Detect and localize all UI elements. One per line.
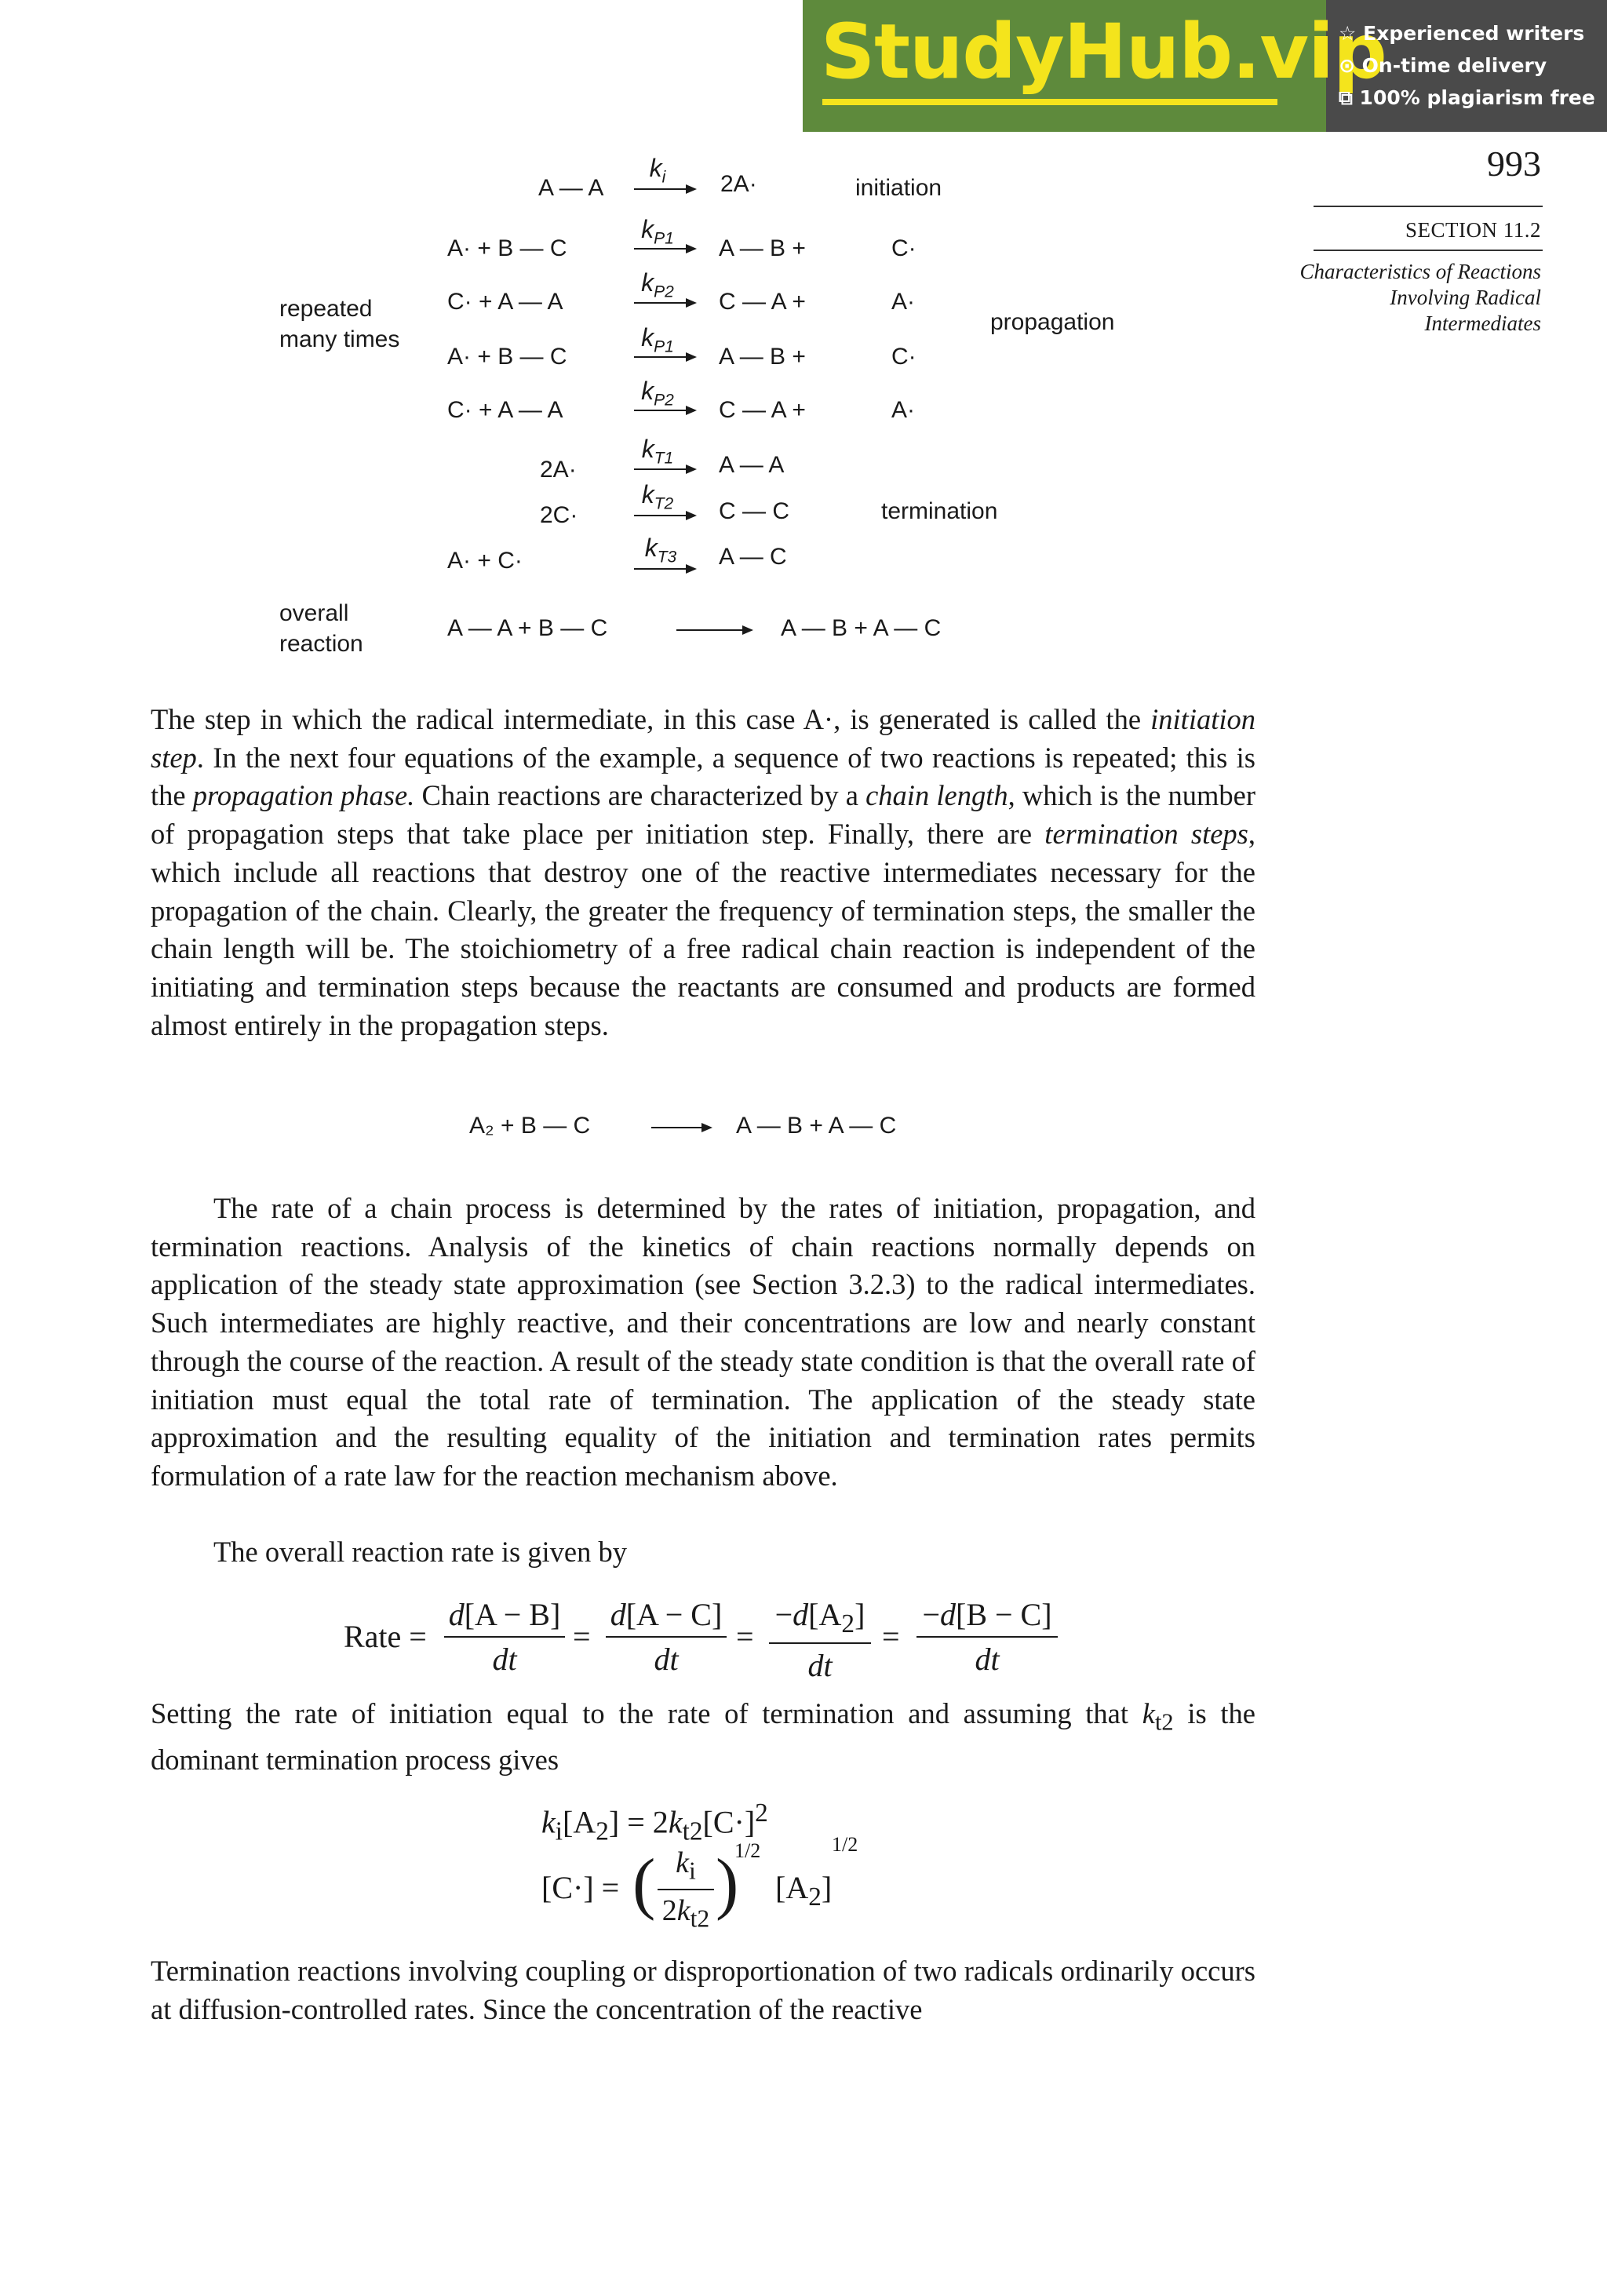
- rate-constant-kt1: $k_{T1}$: [641, 435, 674, 468]
- paragraph-kinetics: The rate of a chain process is determined by the rates of initiation, propagation, and termination reactions. Analysis of the kinetics of chain reactions normally depends on application of the steady state approximation (see Section 3.2.3) to the radical intermediates. Such intermediates are highly reactive, and their concentrations are low and nearly constant through the course of the reaction. A result of the steady state condition is that the overall rate of initiation must equal the total rate of termination. The application of the steady state approximation and the resulting equality of the initiation and termination rates permits formulation of a rate law for the reaction mechanism above.: [151, 1192, 1255, 1492]
- label-termination: termination: [881, 498, 998, 524]
- label-initiation: initiation: [855, 175, 942, 201]
- equals-sign: =: [736, 1619, 754, 1654]
- overall-reactants: A — A + B — C: [447, 615, 608, 641]
- reaction-arrow: [634, 302, 695, 304]
- reaction-arrow: [634, 356, 695, 358]
- label-repeated: repeated: [279, 296, 373, 322]
- reaction-arrow: [634, 568, 695, 570]
- rate-constant-kt2: $k_{T2}$: [641, 480, 674, 513]
- row-5-products: C — A +: [719, 397, 806, 423]
- row-7-reactant: 2C·: [540, 502, 578, 528]
- paragraph-rate-intro: The overall reaction rate is given by: [213, 1536, 628, 1568]
- row-8-product: A — C: [719, 544, 787, 570]
- steady-state-equation: $k_i[A_2] = 2k_{t2}[C\cdot]^2$: [541, 1799, 768, 1846]
- radical-concentration-label: [C·] =: [541, 1870, 620, 1905]
- rate-term-ac: d[A − C] dt: [606, 1596, 727, 1678]
- row-7-product: C — C: [719, 498, 789, 524]
- reaction-arrow: [634, 248, 695, 250]
- row-1-product: 2A·: [720, 171, 757, 197]
- overall-arrow: [676, 629, 752, 631]
- rate-constant-ki: $k_i$: [649, 154, 666, 187]
- header-rule-top: [1314, 206, 1543, 207]
- paragraph-termination: Termination reactions involving coupling or disproportionation of two radicals ordinarily occurs at diffusion-controlled rates. Since the concentration of the reactive: [151, 1955, 1255, 2025]
- equals-sign: =: [573, 1619, 591, 1654]
- row-3-reactants: C· + A — A: [447, 289, 563, 315]
- row-4-reactants: A· + B — C: [447, 344, 567, 370]
- rate-constant-kt3: $k_{T3}$: [644, 534, 677, 567]
- header-rule-bottom: [1314, 250, 1543, 251]
- label-propagation: propagation: [990, 309, 1115, 335]
- row-6-reactant: 2A·: [540, 457, 577, 483]
- brand-underline: [822, 99, 1277, 105]
- equals-sign: =: [882, 1619, 900, 1654]
- row-5-radical: A·: [891, 397, 915, 423]
- reaction-arrow: [634, 188, 695, 190]
- rate-constant-kp1: $k_{P1}$: [641, 323, 674, 356]
- row-4-radical: C·: [891, 344, 916, 370]
- paragraph-steady-state: Setting the rate of initiation equal to the rate of termination and assuming that $k_{t2}$ is the dominant termination process gives: [151, 1697, 1256, 1776]
- feature-experienced-writers: ☆ Experienced writers: [1339, 22, 1585, 45]
- exponent-half: 1/2: [734, 1839, 761, 1862]
- row-1-reactant: A — A: [538, 175, 604, 201]
- rate-label: Rate =: [344, 1619, 427, 1654]
- running-title: Characteristics of Reactions Involving Radical Intermediates: [1299, 260, 1541, 335]
- reaction-arrow: [634, 468, 695, 470]
- label-many-times: many times: [279, 326, 400, 352]
- row-2-products: A — B +: [719, 235, 806, 261]
- rate-constant-kp2: $k_{P2}$: [641, 377, 674, 410]
- rate-term-bc: −d[B − C] dt: [916, 1596, 1058, 1678]
- row-3-products: C — A +: [719, 289, 806, 315]
- row-3-radical: A·: [891, 289, 915, 315]
- label-overall: overall: [279, 600, 349, 626]
- row-2-reactants: A· + B — C: [447, 235, 567, 261]
- row-8-reactants: A· + C·: [447, 548, 523, 574]
- stoich-arrow: [651, 1127, 711, 1128]
- page-number: 993: [1487, 144, 1541, 184]
- row-6-product: A — A: [719, 452, 785, 478]
- stoich-products: A — B + A — C: [736, 1113, 897, 1139]
- rate-constant-ratio: $k_i$ $2k_{t2}$: [658, 1846, 714, 1933]
- section-label: SECTION 11.2: [1405, 218, 1541, 242]
- right-paren: ): [716, 1846, 739, 1922]
- row-5-reactants: C· + A — A: [447, 397, 563, 423]
- rate-term-ab: d[A − B] dt: [444, 1596, 565, 1678]
- reaction-arrow: [634, 515, 695, 516]
- reaction-arrow: [634, 410, 695, 411]
- a2-concentration: $[A_2]$: [775, 1870, 833, 1912]
- paragraph-initiation: The step in which the radical intermediate, in this case A·, is generated is called the initiation step. In the next four equations of the example, a sequence of two reactions is repeated; this is the propagation phase. Chain reactions are characterized by a chain length, which is the number of propagation steps that take place per initiation step. Finally, there are termination steps, which include all reactions that destroy one of the reactive intermediates necessary for the propagation of the chain. Clearly, the greater the frequency of termination steps, the smaller the chain length will be. The stoichiometry of a free radical chain reaction is independent of the initiating and termination steps because the reactants are consumed and products are formed almost entirely in the propagation steps.: [151, 703, 1256, 1041]
- stoich-reactants: A₂ + B — C: [469, 1113, 591, 1139]
- overall-products: A — B + A — C: [781, 615, 942, 641]
- label-reaction: reaction: [279, 631, 363, 657]
- brand-logo[interactable]: StudyHub.vip: [821, 8, 1387, 96]
- row-4-products: A — B +: [719, 344, 806, 370]
- rate-constant-kp2: $k_{P2}$: [641, 268, 674, 301]
- left-paren: (: [632, 1846, 656, 1922]
- rate-constant-kp1: $k_{P1}$: [641, 215, 674, 248]
- row-2-radical: C·: [891, 235, 916, 261]
- rate-term-a2: $-d[A_2]$ dt: [769, 1596, 871, 1684]
- feature-plagiarism-free: ⧉ 100% plagiarism free: [1339, 86, 1595, 109]
- feature-on-time-delivery: ⊙ On-time delivery: [1339, 54, 1547, 77]
- outer-exponent-half: 1/2: [832, 1833, 858, 1856]
